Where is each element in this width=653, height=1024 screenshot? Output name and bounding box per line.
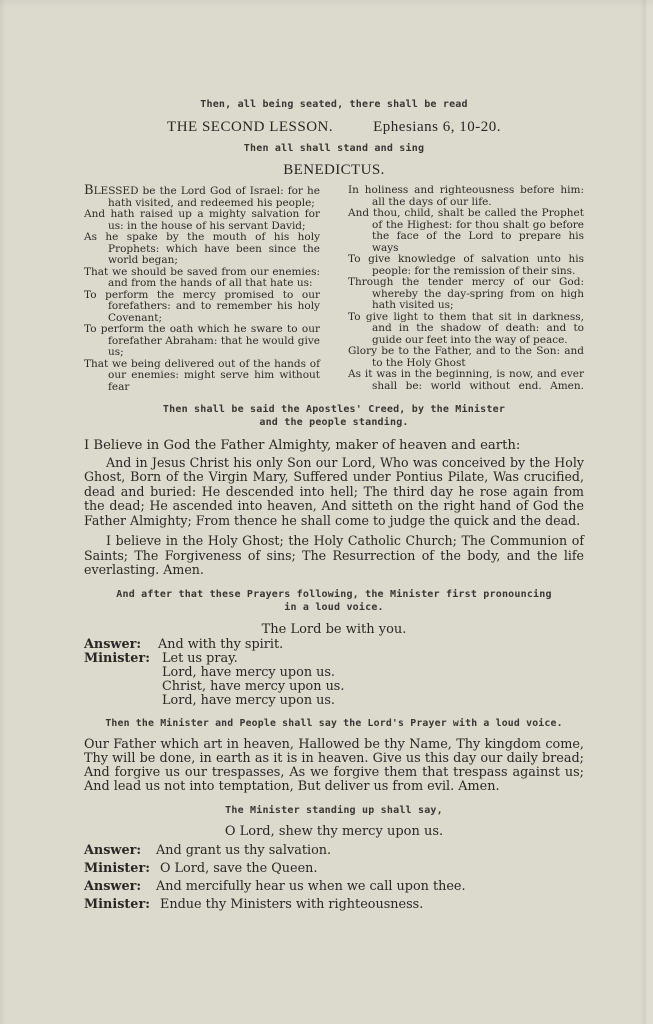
speaker-label: Answer: [84, 842, 142, 858]
creed-rubric: Then shall be said the Apostles' Creed, by the Minister and the people standing. [162, 404, 506, 428]
page-content [84, 98, 584, 914]
drop-cap: B [84, 183, 94, 198]
verse: As it was in the beginning, is now, and ever shall be: world without end. Amen. [348, 368, 584, 392]
lesson-title: THE SECOND LESSON. [167, 119, 334, 135]
suffrage-line [84, 842, 584, 860]
creed-paragraph: I believe in the Holy Ghost; the Holy Catholic Church; The Communion of Saints; The Forgiveness of sins; The Resurrection of the body, and the life everlasting. Amen. [84, 533, 584, 577]
speaker-label: Minister: [84, 650, 150, 666]
lesson-reference: Ephesians 6, 10-20. [373, 119, 501, 135]
verse: To perform the mercy promised to our forefathers: and to remember his holy Covenant; [84, 288, 320, 324]
speaker-label: Minister: [84, 896, 150, 912]
response-text: And grant us thy salvation. [156, 842, 332, 858]
speaker-label: Minister: [84, 860, 150, 876]
benedictus-left-column [84, 185, 320, 393]
speaker-label: Answer: [84, 636, 142, 652]
verse: BLESSED be the Lord God of Israel: for he hath visited, and redeemed his people; [84, 183, 320, 209]
verse: In holiness and righteousness before him: all the days of our life. [348, 184, 584, 208]
versicle: The Lord be with you. [261, 621, 407, 637]
kyrie-line: Christ, have mercy upon us. [162, 678, 345, 694]
benedictus-right-column [348, 185, 584, 393]
kyrie-line: Lord, have mercy upon us. [162, 692, 336, 708]
verse: To perform the oath which he sware to our forefather Abraham: that he would give us; [84, 323, 320, 358]
lords-prayer-text: Our Father which art in heaven, Hallowed be thy Name, Thy kingdom come, Thy will be done, in earth as it is in heaven. Give us this day our daily bread; And forgive us our trespasses, As we forgive them that trespass against us; And lead us not into temptation, But deliver us from evil. Amen. [84, 736, 584, 794]
benedictus-heading: BENEDICTUS. [283, 162, 385, 178]
verse: To give light to them that sit in darkness, and in the shadow of death: and to guide our feet into the way of peace. [348, 310, 584, 346]
response-text: And mercifully hear us when we call upon thee. [156, 878, 466, 894]
verse: And thou, child, shalt be called the Prophet of the Highest: for thou shalt go before the face of the Lord to prepare his ways [348, 207, 584, 254]
suffrage-line [84, 878, 584, 896]
response-line [84, 638, 584, 652]
verse: That we being delivered out of the hands of our enemies: might serve him without fear [84, 357, 320, 393]
verse: Glory be to the Father, and to the Son: and to the Holy Ghost [348, 345, 584, 369]
benedictus-text [84, 185, 584, 393]
creed-paragraph: I Believe in God the Father Almighty, maker of heaven and earth: [84, 438, 521, 453]
suffrages-rubric: The Minister standing up shall say, [225, 804, 443, 816]
response-line [84, 652, 584, 666]
creed-paragraph: And in Jesus Christ his only Son our Lord, Who was conceived by the Holy Ghost, Born of the Virgin Mary, Suffered under Pontius Pilate, Was crucified, dead and buried: He descended into hell; The third day he rose again from the dead; He ascended into heaven, And sitteth on the right hand of God the Father Almighty; From thence he shall come to judge the quick and the dead. [84, 454, 584, 528]
prayers-rubric: And after that these Prayers following, the Minister first pronouncing in a loud voice. [116, 588, 552, 613]
suffrage-line [84, 860, 584, 878]
second-lesson-heading [84, 117, 584, 137]
verse: To give knowledge of salvation unto his people: for the remission of their sins. [348, 253, 584, 277]
verse: As he spake by the mouth of his holy Prophets: which have been since the world began; [84, 231, 320, 266]
verse: Through the tender mercy of our God: whereby the day-spring from on high hath visited us; [348, 276, 584, 311]
verse: And hath raised up a mighty salvation for us: in the house of his servant David; [84, 208, 320, 232]
verse: That we should be saved from our enemies: and from the hands of all that hate us: [84, 265, 320, 289]
lords-prayer-rubric: Then the Minister and People shall say the Lord's Prayer with a loud voice. [105, 717, 563, 729]
response-text: Let us pray. [162, 650, 238, 666]
response-text: O Lord, save the Queen. [160, 860, 318, 876]
lesson-rubric: Then, all being seated, there shall be read [200, 99, 468, 110]
kyrie-line: Lord, have mercy upon us. [162, 664, 336, 680]
response-text: Endue thy Ministers with righteousness. [160, 896, 424, 912]
stand-rubric: Then all shall stand and sing [243, 143, 425, 154]
suffrage-versicle: O Lord, shew thy mercy upon us. [224, 823, 444, 839]
suffrage-line [84, 896, 584, 914]
speaker-label: Answer: [84, 878, 142, 894]
response-text: And with thy spirit. [158, 636, 284, 652]
